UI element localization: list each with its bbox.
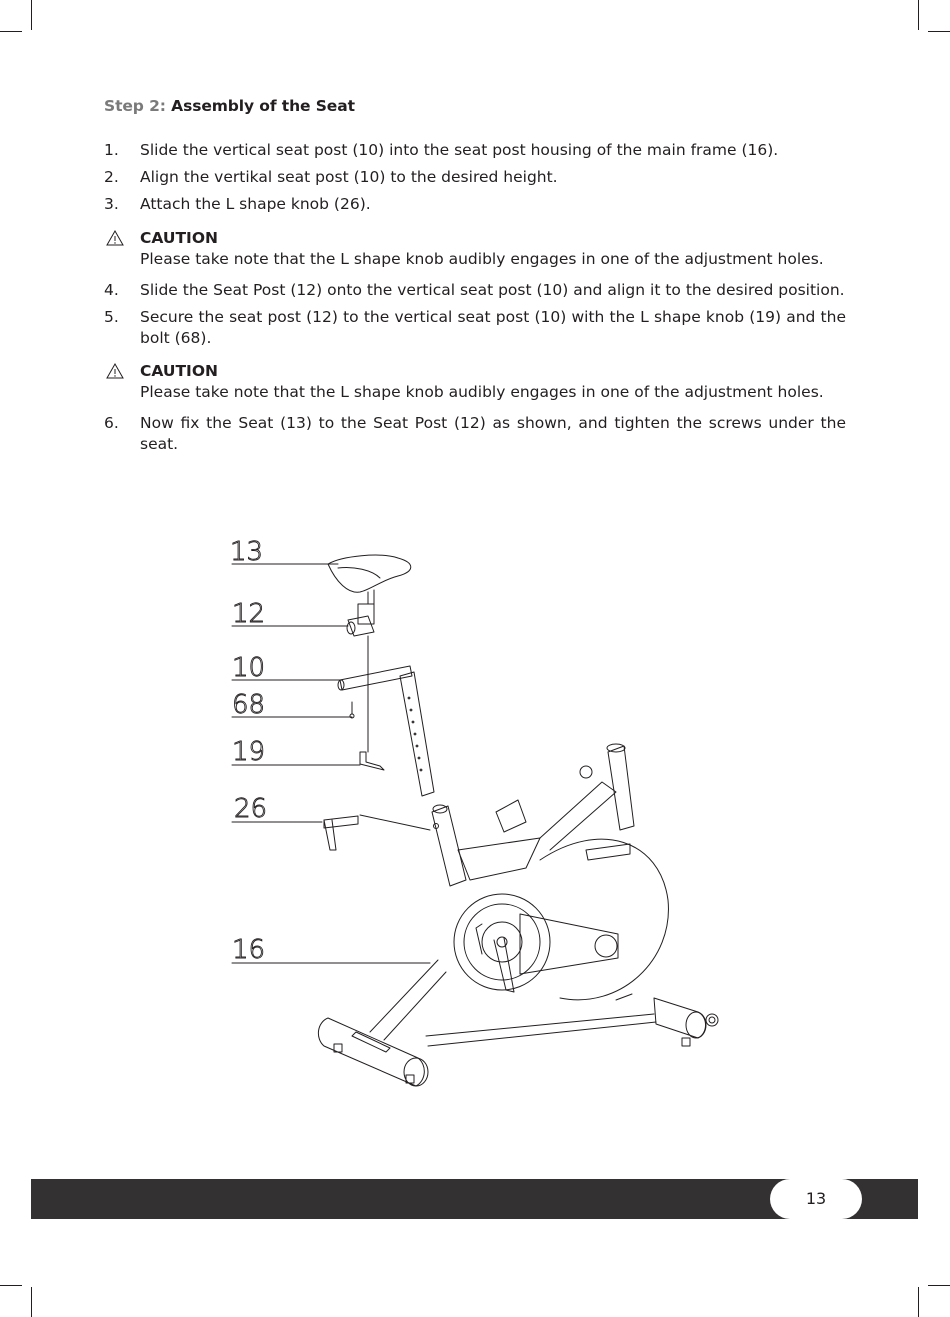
caution-title: CAUTION <box>140 229 218 247</box>
seat-assembly-diagram <box>220 520 740 1100</box>
list-item-number: 5. <box>104 308 119 326</box>
part-label-16: 16 <box>232 935 266 965</box>
warning-icon <box>106 230 124 246</box>
page-number: 13 <box>770 1179 862 1219</box>
part-label-19: 19 <box>232 737 266 767</box>
caution-text: Please take note that the L shape knob audibly engages in one of the adjustment holes. <box>140 250 824 268</box>
step-label: Step 2: <box>104 97 166 115</box>
list-item-number: 1. <box>104 141 119 159</box>
crop-mark <box>31 1287 32 1317</box>
crop-mark <box>918 1287 919 1317</box>
list-item-number: 6. <box>104 414 119 432</box>
list-item-text: Align the vertikal seat post (10) to the desired height. <box>140 168 558 186</box>
crop-mark <box>0 31 22 32</box>
caution-text: Please take note that the L shape knob audibly engages in one of the adjustment holes. <box>140 383 824 401</box>
crop-mark <box>918 0 919 30</box>
list-item-number: 3. <box>104 195 119 213</box>
list-item-number: 4. <box>104 281 119 299</box>
list-item-text: Now fix the Seat (13) to the Seat Post (12) as shown, and tighten the screws under the seat. <box>140 414 846 453</box>
part-label-68: 68 <box>232 690 266 720</box>
part-label-26: 26 <box>234 794 268 824</box>
crop-mark <box>928 1285 950 1286</box>
list-item-text: Attach the L shape knob (26). <box>140 195 371 213</box>
section-title: Assembly of the Seat <box>171 97 355 115</box>
part-label-13: 13 <box>230 537 264 567</box>
crop-mark <box>0 1285 22 1286</box>
part-label-12: 12 <box>232 599 266 629</box>
list-item-text: Slide the Seat Post (12) onto the vertical seat post (10) and align it to the desired position. <box>140 281 845 299</box>
section-heading <box>104 97 355 115</box>
part-label-10: 10 <box>232 653 266 683</box>
list-item-text: Secure the seat post (12) to the vertical seat post (10) with the L shape knob (19) and the bolt (68). <box>140 308 846 347</box>
list-item-text: Slide the vertical seat post (10) into the seat post housing of the main frame (16). <box>140 141 779 159</box>
warning-icon <box>106 363 124 379</box>
caution-title: CAUTION <box>140 362 218 380</box>
crop-mark <box>928 31 950 32</box>
list-item-number: 2. <box>104 168 119 186</box>
crop-mark <box>31 0 32 30</box>
